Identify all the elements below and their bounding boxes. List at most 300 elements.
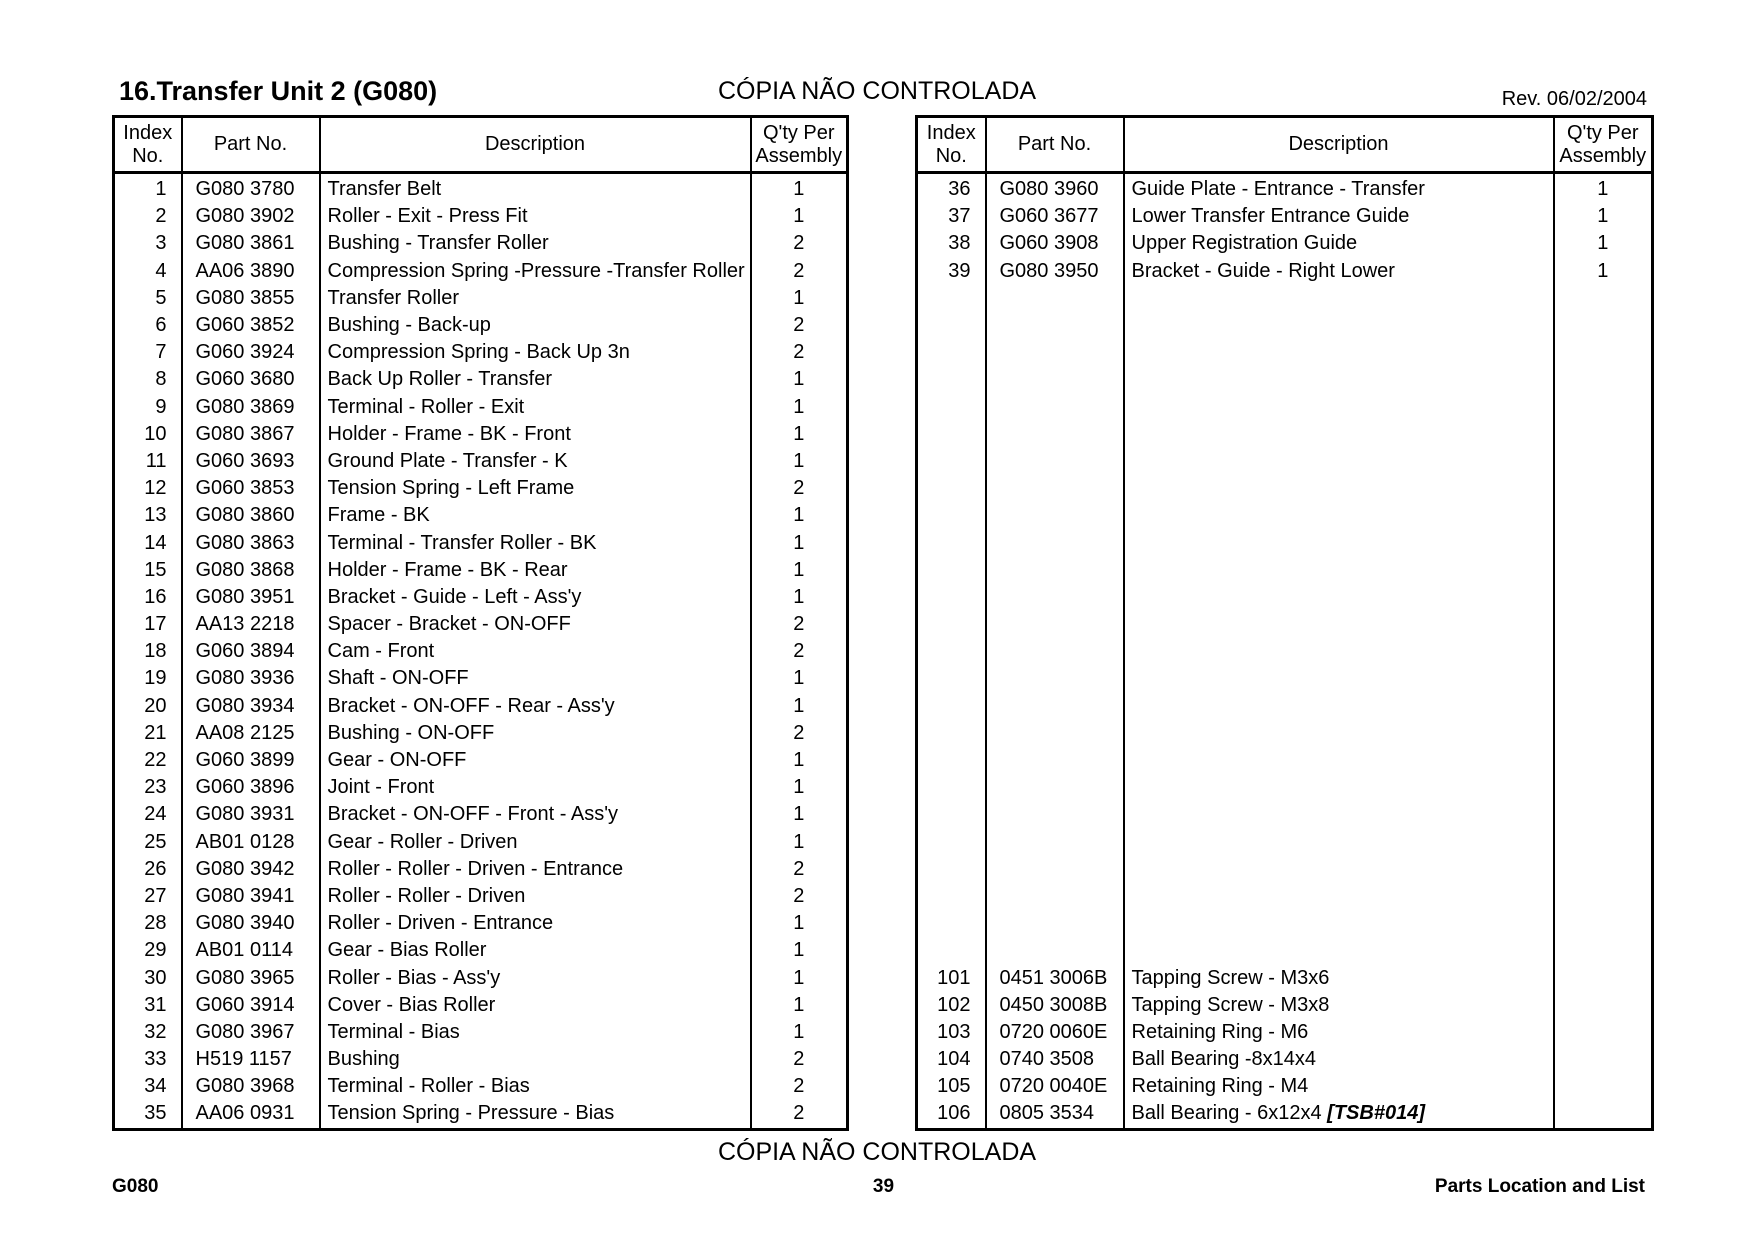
description-cell: Roller - Driven - Entrance: [320, 910, 751, 937]
part-no-cell: G080 3965: [182, 964, 320, 991]
part-no-cell: G080 3950: [986, 258, 1124, 285]
index-cell: 103: [917, 1019, 986, 1046]
qty-cell: 1: [1554, 258, 1653, 285]
part-no-cell: G060 3853: [182, 475, 320, 502]
qty-cell: [1554, 394, 1653, 421]
part-no-cell: G080 3902: [182, 203, 320, 230]
index-cell: [917, 366, 986, 393]
qty-cell: 2: [751, 1046, 848, 1073]
qty-cell: [1554, 964, 1653, 991]
index-cell: 36: [917, 173, 986, 204]
description-cell: [1124, 611, 1554, 638]
description-cell: Gear - ON-OFF: [320, 747, 751, 774]
qty-cell: 2: [751, 1100, 848, 1129]
index-cell: 39: [917, 258, 986, 285]
description-cell: Lower Transfer Entrance Guide: [1124, 203, 1554, 230]
part-no-cell: 0740 3508: [986, 1046, 1124, 1073]
index-cell: 3: [114, 230, 182, 257]
table-row: [917, 1046, 1653, 1073]
table-row: [114, 230, 848, 257]
part-no-cell: G080 3867: [182, 421, 320, 448]
qty-cell: [1554, 339, 1653, 366]
index-cell: [917, 910, 986, 937]
qty-cell: 1: [751, 801, 848, 828]
description-cell: Bracket - Guide - Left - Ass'y: [320, 584, 751, 611]
description-cell: Holder - Frame - BK - Front: [320, 421, 751, 448]
qty-cell: 1: [751, 394, 848, 421]
table-row: [917, 693, 1653, 720]
qty-cell: [1554, 910, 1653, 937]
table-row: [917, 774, 1653, 801]
part-no-cell: G080 3951: [182, 584, 320, 611]
table-row: [917, 747, 1653, 774]
qty-cell: 2: [751, 883, 848, 910]
qty-cell: [1554, 774, 1653, 801]
table-row: [114, 258, 848, 285]
description-cell: [1124, 475, 1554, 502]
qty-cell: 1: [751, 774, 848, 801]
index-cell: [917, 557, 986, 584]
index-cell: 5: [114, 285, 182, 312]
part-no-cell: G060 3894: [182, 638, 320, 665]
description-cell: [1124, 529, 1554, 556]
description-cell: [1124, 801, 1554, 828]
description-cell: Retaining Ring - M6: [1124, 1019, 1554, 1046]
description-cell: Bushing - ON-OFF: [320, 720, 751, 747]
description-cell: Roller - Roller - Driven - Entrance: [320, 856, 751, 883]
qty-cell: [1554, 366, 1653, 393]
index-cell: 22: [114, 747, 182, 774]
part-no-cell: G080 3934: [182, 693, 320, 720]
description-cell: Spacer - Bracket - ON-OFF: [320, 611, 751, 638]
index-cell: [917, 448, 986, 475]
index-cell: [917, 801, 986, 828]
part-no-cell: G080 3968: [182, 1073, 320, 1100]
qty-cell: [1554, 747, 1653, 774]
table-row: [114, 992, 848, 1019]
part-no-cell: [986, 421, 1124, 448]
table-row: [114, 1019, 848, 1046]
table-row: [114, 665, 848, 692]
qty-cell: 1: [751, 937, 848, 964]
table-row: [114, 285, 848, 312]
description-cell: Holder - Frame - BK - Rear: [320, 557, 751, 584]
part-no-cell: G060 3914: [182, 992, 320, 1019]
index-cell: 21: [114, 720, 182, 747]
part-no-cell: G060 3924: [182, 339, 320, 366]
table-row: [917, 937, 1653, 964]
description-cell: [1124, 557, 1554, 584]
qty-cell: [1554, 829, 1653, 856]
part-no-cell: [986, 774, 1124, 801]
index-cell: [917, 829, 986, 856]
description-cell: [1124, 774, 1554, 801]
table-row: [114, 312, 848, 339]
part-no-cell: [986, 584, 1124, 611]
table-row: [114, 366, 848, 393]
index-cell: 15: [114, 557, 182, 584]
table-row: [114, 801, 848, 828]
index-cell: [917, 774, 986, 801]
revision-date: Rev. 06/02/2004: [1501, 88, 1647, 110]
part-no-cell: G080 3863: [182, 529, 320, 556]
table-row: [114, 203, 848, 230]
description-cell: Terminal - Roller - Exit: [320, 394, 751, 421]
table-row: [114, 529, 848, 556]
part-no-cell: G060 3852: [182, 312, 320, 339]
qty-cell: [1554, 638, 1653, 665]
table-row: [114, 910, 848, 937]
qty-cell: 1: [751, 910, 848, 937]
description-cell: Frame - BK: [320, 502, 751, 529]
description-cell: Gear - Roller - Driven: [320, 829, 751, 856]
index-cell: 38: [917, 230, 986, 257]
watermark-bottom: CÓPIA NÃO CONTROLADA: [717, 1138, 1037, 1166]
part-no-cell: [986, 801, 1124, 828]
description-cell: [1124, 448, 1554, 475]
table-row: [917, 448, 1653, 475]
index-cell: [917, 693, 986, 720]
description-cell: Ground Plate - Transfer - K: [320, 448, 751, 475]
qty-cell: 1: [751, 557, 848, 584]
index-cell: 106: [917, 1100, 986, 1129]
part-no-cell: G060 3680: [182, 366, 320, 393]
part-no-cell: H519 1157: [182, 1046, 320, 1073]
qty-cell: [1554, 529, 1653, 556]
index-cell: 19: [114, 665, 182, 692]
part-no-cell: AB01 0128: [182, 829, 320, 856]
description-cell: [1124, 394, 1554, 421]
table-row: [917, 584, 1653, 611]
part-no-cell: G060 3677: [986, 203, 1124, 230]
part-no-cell: G060 3896: [182, 774, 320, 801]
footer-model: G080: [112, 1176, 159, 1197]
index-cell: [917, 502, 986, 529]
qty-cell: 2: [751, 720, 848, 747]
description-cell: Tension Spring - Pressure - Bias: [320, 1100, 751, 1129]
part-no-cell: G080 3936: [182, 665, 320, 692]
qty-cell: [1554, 693, 1653, 720]
index-cell: [917, 584, 986, 611]
index-cell: [917, 611, 986, 638]
part-no-cell: G080 3860: [182, 502, 320, 529]
qty-cell: [1554, 448, 1653, 475]
qty-cell: 1: [1554, 203, 1653, 230]
description-cell: [1124, 421, 1554, 448]
description-cell: Transfer Belt: [320, 173, 751, 204]
part-no-cell: AA08 2125: [182, 720, 320, 747]
description-cell: [1124, 665, 1554, 692]
qty-cell: 2: [751, 1073, 848, 1100]
table-row: [114, 339, 848, 366]
table-row: [114, 1100, 848, 1129]
footer-page-number: 39: [872, 1176, 895, 1197]
index-cell: 14: [114, 529, 182, 556]
table-row: [917, 1073, 1653, 1100]
qty-cell: 1: [1554, 173, 1653, 204]
qty-cell: 2: [751, 856, 848, 883]
qty-cell: 1: [751, 665, 848, 692]
index-cell: 8: [114, 366, 182, 393]
qty-cell: 1: [751, 366, 848, 393]
table-header-row: [917, 117, 1653, 173]
index-cell: 102: [917, 992, 986, 1019]
index-cell: 104: [917, 1046, 986, 1073]
part-no-cell: G060 3899: [182, 747, 320, 774]
table-row: [917, 910, 1653, 937]
description-cell: Tension Spring - Left Frame: [320, 475, 751, 502]
tsb-note: [TSB#014]: [1327, 1102, 1425, 1125]
qty-cell: [1554, 421, 1653, 448]
qty-cell: 1: [751, 693, 848, 720]
description-cell: Ball Bearing - 6x12x4 [TSB#014]: [1124, 1100, 1554, 1129]
part-no-cell: [986, 366, 1124, 393]
part-no-cell: 0450 3008B: [986, 992, 1124, 1019]
index-cell: [917, 856, 986, 883]
index-cell: 17: [114, 611, 182, 638]
index-cell: [917, 665, 986, 692]
index-cell: [917, 937, 986, 964]
table-row: [114, 611, 848, 638]
index-cell: 6: [114, 312, 182, 339]
index-cell: 26: [114, 856, 182, 883]
description-cell: Ball Bearing -8x14x4: [1124, 1046, 1554, 1073]
table-row: [114, 1073, 848, 1100]
qty-cell: 1: [751, 747, 848, 774]
index-cell: 30: [114, 964, 182, 991]
index-cell: 31: [114, 992, 182, 1019]
description-cell: Terminal - Transfer Roller - BK: [320, 529, 751, 556]
index-cell: 25: [114, 829, 182, 856]
table-row: [917, 829, 1653, 856]
index-cell: 10: [114, 421, 182, 448]
part-no-cell: G060 3908: [986, 230, 1124, 257]
table-row: [917, 801, 1653, 828]
table-row: [917, 665, 1653, 692]
part-no-cell: G060 3693: [182, 448, 320, 475]
part-no-cell: [986, 937, 1124, 964]
table-row: [917, 1100, 1653, 1129]
page-title: 16.Transfer Unit 2 (G080): [119, 76, 438, 106]
qty-cell: [1554, 312, 1653, 339]
table-row: [917, 173, 1653, 204]
table-row: [114, 747, 848, 774]
qty-cell: [1554, 883, 1653, 910]
table-row: [917, 883, 1653, 910]
table-row: [114, 557, 848, 584]
qty-cell: 2: [751, 312, 848, 339]
table-row: [114, 829, 848, 856]
description-cell: Retaining Ring - M4: [1124, 1073, 1554, 1100]
description-cell: Roller - Roller - Driven: [320, 883, 751, 910]
qty-cell: [1554, 801, 1653, 828]
description-cell: [1124, 937, 1554, 964]
qty-cell: 1: [751, 421, 848, 448]
table-row: [917, 203, 1653, 230]
header-index: Index No.: [917, 117, 986, 173]
qty-cell: 1: [751, 529, 848, 556]
index-cell: [917, 638, 986, 665]
table-row: [917, 611, 1653, 638]
description-cell: [1124, 693, 1554, 720]
description-cell: [1124, 720, 1554, 747]
part-no-cell: 0805 3534: [986, 1100, 1124, 1129]
qty-cell: 1: [751, 448, 848, 475]
index-cell: 24: [114, 801, 182, 828]
table-row: [114, 173, 848, 204]
part-no-cell: AA06 3890: [182, 258, 320, 285]
index-cell: [917, 312, 986, 339]
description-cell: Bracket - Guide - Right Lower: [1124, 258, 1554, 285]
index-cell: 9: [114, 394, 182, 421]
part-no-cell: 0720 0040E: [986, 1073, 1124, 1100]
header-part-no: Part No.: [986, 117, 1124, 173]
part-no-cell: [986, 529, 1124, 556]
index-cell: 37: [917, 203, 986, 230]
index-cell: 35: [114, 1100, 182, 1129]
part-no-cell: [986, 720, 1124, 747]
description-cell: Compression Spring - Back Up 3n: [320, 339, 751, 366]
table-row: [114, 1046, 848, 1073]
index-cell: 33: [114, 1046, 182, 1073]
description-cell: Gear - Bias Roller: [320, 937, 751, 964]
description-cell: [1124, 366, 1554, 393]
part-no-cell: AA06 0931: [182, 1100, 320, 1129]
qty-cell: 1: [751, 285, 848, 312]
part-no-cell: AA13 2218: [182, 611, 320, 638]
qty-cell: 2: [751, 230, 848, 257]
table-row: [917, 285, 1653, 312]
parts-table-right: [915, 115, 1654, 1131]
index-cell: 2: [114, 203, 182, 230]
description-cell: [1124, 285, 1554, 312]
description-cell: Shaft - ON-OFF: [320, 665, 751, 692]
description-cell: Guide Plate - Entrance - Transfer: [1124, 173, 1554, 204]
qty-cell: 1: [751, 992, 848, 1019]
index-cell: 12: [114, 475, 182, 502]
part-no-cell: G080 3942: [182, 856, 320, 883]
qty-cell: [1554, 475, 1653, 502]
part-no-cell: [986, 910, 1124, 937]
table-row: [114, 693, 848, 720]
table-row: [917, 1019, 1653, 1046]
description-cell: Joint - Front: [320, 774, 751, 801]
table-row: [114, 856, 848, 883]
description-cell: Tapping Screw - M3x6: [1124, 964, 1554, 991]
table-row: [917, 258, 1653, 285]
part-no-cell: [986, 611, 1124, 638]
qty-cell: [1554, 502, 1653, 529]
qty-cell: 1: [751, 173, 848, 204]
table-row: [114, 421, 848, 448]
qty-cell: [1554, 1019, 1653, 1046]
part-no-cell: [986, 475, 1124, 502]
part-no-cell: [986, 693, 1124, 720]
index-cell: [917, 339, 986, 366]
qty-cell: 2: [751, 611, 848, 638]
table-row: [114, 448, 848, 475]
table-row: [917, 394, 1653, 421]
part-no-cell: AB01 0114: [182, 937, 320, 964]
table-row: [917, 964, 1653, 991]
description-cell: Tapping Screw - M3x8: [1124, 992, 1554, 1019]
qty-cell: 2: [751, 339, 848, 366]
description-cell: [1124, 910, 1554, 937]
table-row: [114, 394, 848, 421]
description-cell: [1124, 747, 1554, 774]
table-row: [114, 937, 848, 964]
table-row: [114, 475, 848, 502]
description-cell: [1124, 638, 1554, 665]
qty-cell: [1554, 856, 1653, 883]
description-cell: Bracket - ON-OFF - Front - Ass'y: [320, 801, 751, 828]
index-cell: [917, 883, 986, 910]
qty-cell: [1554, 665, 1653, 692]
parts-table-left: [112, 115, 849, 1131]
index-cell: [917, 421, 986, 448]
qty-cell: 1: [1554, 230, 1653, 257]
table-row: [114, 883, 848, 910]
qty-cell: 2: [751, 258, 848, 285]
qty-cell: 1: [751, 203, 848, 230]
table-row: [917, 366, 1653, 393]
part-no-cell: 0720 0060E: [986, 1019, 1124, 1046]
index-cell: 29: [114, 937, 182, 964]
part-no-cell: G080 3940: [182, 910, 320, 937]
qty-cell: [1554, 992, 1653, 1019]
header-qty: Q'ty Per Assembly: [751, 117, 848, 173]
index-cell: 28: [114, 910, 182, 937]
part-no-cell: G080 3869: [182, 394, 320, 421]
description-cell: [1124, 584, 1554, 611]
qty-cell: 2: [751, 475, 848, 502]
part-no-cell: G080 3960: [986, 173, 1124, 204]
table-row: [917, 312, 1653, 339]
table-row: [114, 964, 848, 991]
table-row: [917, 529, 1653, 556]
qty-cell: 1: [751, 829, 848, 856]
description-cell: Bracket - ON-OFF - Rear - Ass'y: [320, 693, 751, 720]
table-row: [917, 992, 1653, 1019]
description-cell: Bushing - Transfer Roller: [320, 230, 751, 257]
index-cell: 23: [114, 774, 182, 801]
part-no-cell: [986, 339, 1124, 366]
qty-cell: [1554, 1046, 1653, 1073]
part-no-cell: [986, 856, 1124, 883]
part-no-cell: G080 3780: [182, 173, 320, 204]
part-no-cell: G080 3967: [182, 1019, 320, 1046]
description-cell: Terminal - Roller - Bias: [320, 1073, 751, 1100]
table-header-row: [114, 117, 848, 173]
description-cell: [1124, 339, 1554, 366]
header-qty: Q'ty Per Assembly: [1554, 117, 1653, 173]
description-cell: [1124, 883, 1554, 910]
table-row: [917, 230, 1653, 257]
table-row: [114, 720, 848, 747]
part-no-cell: [986, 883, 1124, 910]
index-cell: 20: [114, 693, 182, 720]
index-cell: 11: [114, 448, 182, 475]
part-no-cell: G080 3931: [182, 801, 320, 828]
index-cell: 32: [114, 1019, 182, 1046]
index-cell: [917, 285, 986, 312]
index-cell: 18: [114, 638, 182, 665]
index-cell: 1: [114, 173, 182, 204]
qty-cell: [1554, 1073, 1653, 1100]
part-no-cell: [986, 502, 1124, 529]
header-description: Description: [1124, 117, 1554, 173]
description-cell: Cover - Bias Roller: [320, 992, 751, 1019]
